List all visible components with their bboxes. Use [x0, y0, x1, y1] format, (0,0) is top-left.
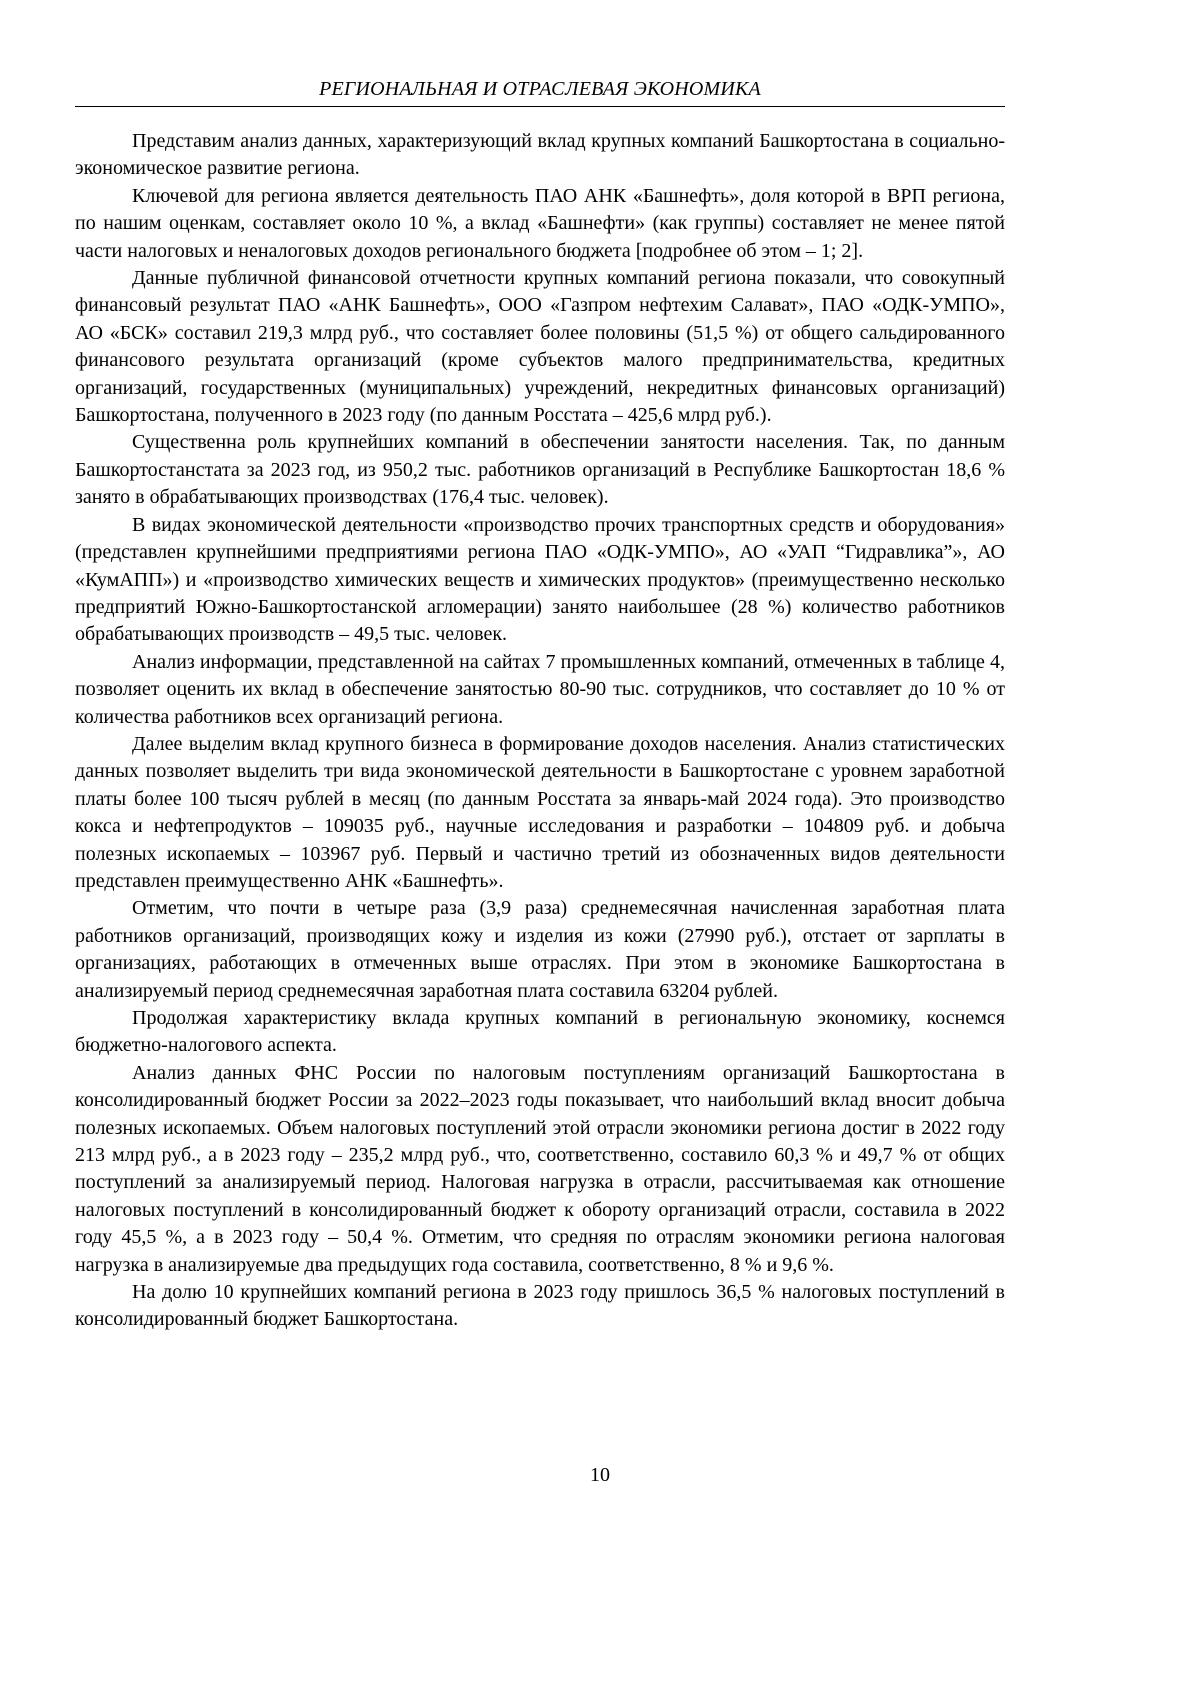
header-divider	[75, 106, 1005, 107]
paragraph: Данные публичной финансовой отчетности крупных компаний региона показали, что совокупный финансовый результат ПАО «АНК Башнефть», ООО «Газпром нефтехим Салават», ПАО «ОДК-УМПО», АО «БСК» составил 219,3 млрд руб., что составляет более половины (51,5 %) от общего сальдированного финансового результата организаций (кроме субъектов малого предпринимательства, кредитных организаций, государственных (муниципальных) учреждений, некредитных финансовых организаций) Башкортостана, полученного в 2023 году (по данным Росстата – 425,6 млрд руб.).	[75, 265, 1005, 429]
paragraph: В видах экономической деятельности «производство прочих транспортных средств и оборудования» (представлен крупнейшими предприятиями региона ПАО «ОДК-УМПО», АО «УАП “Гидравлика”», АО «КумАПП») и «производство химических веществ и химических продуктов» (преимущественно несколько предприятий Южно-Башкортостанской агломерации) занято наибольшее (28 %) количество работников обрабатывающих производств – 49,5 тыс. человек.	[75, 512, 1005, 649]
paragraph: Анализ информации, представленной на сайтах 7 промышленных компаний, отмеченных в таблице 4, позволяет оценить их вклад в обеспечение занятостью 80-90 тыс. сотрудников, что составляет до 10 % от количества работников всех организаций региона.	[75, 649, 1005, 731]
paragraph: Продолжая характеристику вклада крупных компаний в региональную экономику, коснемся бюджетно-налогового аспекта.	[75, 1005, 1005, 1060]
paragraph: На долю 10 крупнейших компаний региона в 2023 году пришлось 36,5 % налоговых поступлений в консолидированный бюджет Башкортостана.	[75, 1279, 1005, 1334]
article-body	[75, 128, 1005, 1334]
paragraph: Существенна роль крупнейших компаний в обеспечении занятости населения. Так, по данным Башкортостанстата за 2023 год, из 950,2 тыс. работников организаций в Республике Башкортостан 18,6 % занято в обрабатывающих производствах (176,4 тыс. человек).	[75, 429, 1005, 511]
paragraph: Анализ данных ФНС России по налоговым поступлениям организаций Башкортостана в консолидированный бюджет России за 2022–2023 годы показывает, что наибольший вклад вносит добыча полезных ископаемых. Объем налоговых поступлений этой отрасли экономики региона достиг в 2022 году 213 млрд руб., а в 2023 году – 235,2 млрд руб., что, соответственно, составило 60,3 % и 49,7 % от общих поступлений за анализируемый период. Налоговая нагрузка в отрасли, рассчитываемая как отношение налоговых поступлений в консолидированный бюджет к обороту организаций отрасли, составила в 2022 году 45,5 %, а в 2023 году – 50,4 %. Отметим, что средняя по отраслям экономики региона налоговая нагрузка в анализируемые два предыдущих года составила, соответственно, 8 % и 9,6 %.	[75, 1060, 1005, 1279]
page-number: 10	[0, 1464, 1200, 1487]
paragraph: Представим анализ данных, характеризующий вклад крупных компаний Башкортостана в социально-экономическое развитие региона.	[75, 128, 1005, 183]
running-header: РЕГИОНАЛЬНАЯ И ОТРАСЛЕВАЯ ЭКОНОМИКА	[75, 78, 1005, 101]
paragraph: Ключевой для региона является деятельность ПАО АНК «Башнефть», доля которой в ВРП региона, по нашим оценкам, составляет около 10 %, а вклад «Башнефти» (как группы) составляет не менее пятой части налоговых и неналоговых доходов регионального бюджета [подробнее об этом – 1; 2].	[75, 183, 1005, 265]
paragraph: Далее выделим вклад крупного бизнеса в формирование доходов населения. Анализ статистических данных позволяет выделить три вида экономической деятельности в Башкортостане с уровнем заработной платы более 100 тысяч рублей в месяц (по данным Росстата за январь-май 2024 года). Это производство кокса и нефтепродуктов – 109035 руб., научные исследования и разработки – 104809 руб. и добыча полезных ископаемых – 103967 руб. Первый и частично третий из обозначенных видов деятельности представлен преимущественно АНК «Башнефть».	[75, 731, 1005, 895]
paragraph: Отметим, что почти в четыре раза (3,9 раза) среднемесячная начисленная заработная плата работников организаций, производящих кожу и изделия из кожи (27990 руб.), отстает от зарплаты в организациях, работающих в отмеченных выше отраслях. При этом в экономике Башкортостана в анализируемый период среднемесячная заработная плата составила 63204 рублей.	[75, 895, 1005, 1005]
